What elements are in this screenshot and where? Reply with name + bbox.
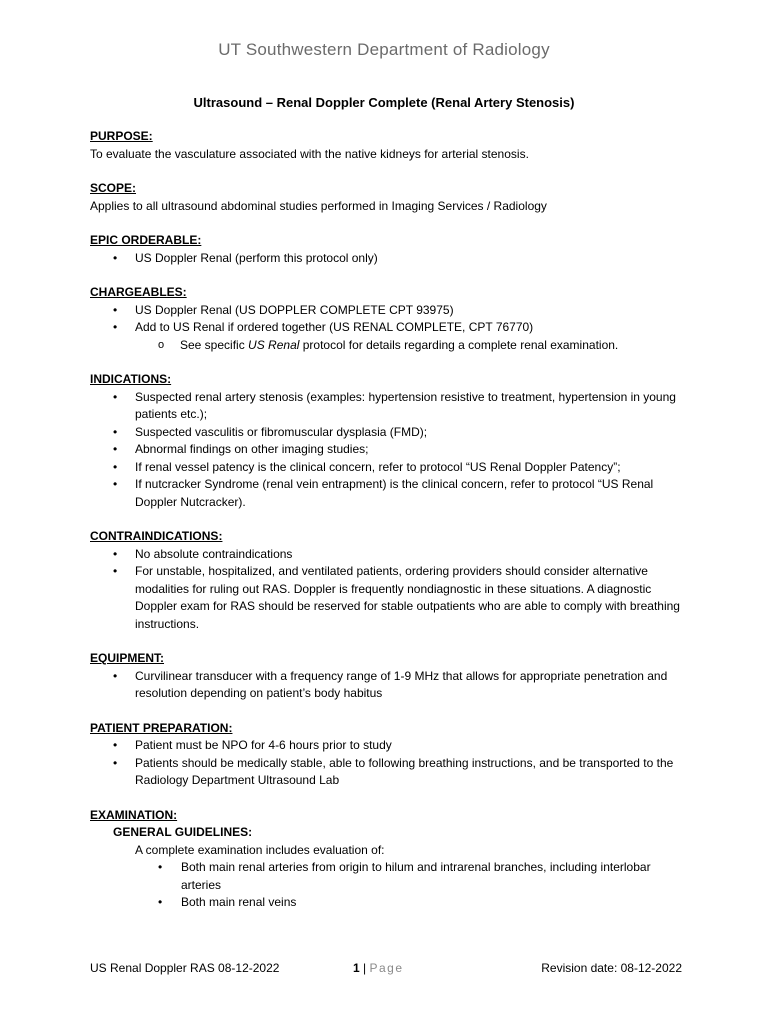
equipment-heading: EQUIPMENT: xyxy=(90,651,165,665)
examination-intro: A complete examination includes evaluation of: xyxy=(135,842,385,857)
list-item: • US Doppler Renal (perform this protocol only) xyxy=(90,250,680,268)
chargeables-list xyxy=(90,302,680,337)
purpose-heading: PURPOSE: xyxy=(90,129,153,143)
document-body xyxy=(90,128,680,929)
epic-orderable-section xyxy=(90,232,680,267)
chargeables-heading: CHARGEABLES: xyxy=(90,285,187,299)
footer-page-number: 1 | Page xyxy=(353,961,404,975)
purpose-text: To evaluate the vasculature associated with the native kidneys for arterial stenosis. xyxy=(90,146,529,161)
chargeables-sublist xyxy=(90,337,680,355)
list-item: • US Doppler Renal (US DOPPLER COMPLETE CPT 93975) xyxy=(90,302,680,320)
list-item: • Patients should be medically stable, able to following breathing instructions, and be transported to the Radiology Department Ultrasound Lab xyxy=(113,755,674,787)
epic-orderable-list xyxy=(90,250,680,268)
list-item: • Abnormal findings on other imaging studies; xyxy=(90,441,680,459)
bullet-icon: • xyxy=(113,389,118,404)
contraindications-list xyxy=(90,546,680,634)
document-title: Ultrasound – Renal Doppler Complete (Renal Artery Stenosis) xyxy=(193,95,575,110)
examination-heading: EXAMINATION: xyxy=(90,807,178,822)
patient-preparation-heading: PATIENT PREPARATION: xyxy=(90,720,233,735)
page-footer xyxy=(90,961,682,979)
bullet-icon: • xyxy=(113,320,118,334)
sub-list-item: o See specific US Renal protocol for details regarding a complete renal examination. xyxy=(90,337,680,355)
contraindications-heading: CONTRAINDICATIONS: xyxy=(90,529,223,543)
list-item: • Patient must be NPO for 4-6 hours prior to study xyxy=(90,737,680,755)
examination-section xyxy=(90,807,680,912)
bullet-icon: • xyxy=(113,564,118,578)
footer-revision-date: Revision date: 08-12-2022 xyxy=(541,961,682,975)
footer-document-id: US Renal Doppler RAS 08-12-2022 xyxy=(90,961,280,975)
bullet-icon: • xyxy=(113,250,118,265)
bullet-icon: • xyxy=(113,738,118,752)
bullet-icon: • xyxy=(113,477,118,491)
list-item: • If renal vessel patency is the clinical concern, refer to protocol “US Renal Doppler Patency”; xyxy=(90,459,680,477)
list-item: • Suspected vasculitis or fibromuscular dysplasia (FMD); xyxy=(90,424,680,442)
bullet-icon: • xyxy=(158,895,163,909)
epic-orderable-heading: EPIC ORDERABLE: xyxy=(90,233,202,247)
bullet-icon: • xyxy=(113,459,118,474)
scope-section xyxy=(90,180,680,215)
page-header: UT Southwestern Department of Radiology xyxy=(218,40,550,59)
contraindications-section xyxy=(90,528,680,633)
indications-section xyxy=(90,371,680,511)
list-item: • Both main renal veins xyxy=(90,894,680,912)
equipment-section xyxy=(90,650,680,703)
bullet-icon: • xyxy=(113,442,118,456)
equipment-list xyxy=(90,668,680,703)
scope-text: Applies to all ultrasound abdominal studies performed in Imaging Services / Radiology xyxy=(90,198,547,213)
bullet-icon: • xyxy=(113,546,118,561)
list-item: • Both main renal arteries from origin to hilum and intrarenal branches, including interlobar arteries xyxy=(158,860,651,892)
indications-list xyxy=(90,389,680,512)
chargeables-section xyxy=(90,284,680,354)
bullet-icon: • xyxy=(113,755,118,770)
hollow-bullet-icon: o xyxy=(158,338,165,351)
list-item: • No absolute contraindications xyxy=(90,546,680,564)
list-item: • Curvilinear transducer with a frequency range of 1-9 MHz that allows for appropriate penetration and resolution depending on patient’s body habitus xyxy=(113,668,668,700)
list-item: • Suspected renal artery stenosis (examples: hypertension resistive to treatment, hypertension in young patients etc.); xyxy=(113,389,676,421)
indications-heading: INDICATIONS: xyxy=(90,372,172,386)
bullet-icon: • xyxy=(158,860,163,874)
examination-list xyxy=(90,859,680,912)
patient-preparation-list xyxy=(90,737,680,790)
bullet-icon: • xyxy=(113,424,118,439)
patient-preparation-section xyxy=(90,720,680,790)
bullet-icon: • xyxy=(113,668,118,683)
list-item: • For unstable, hospitalized, and ventilated patients, ordering providers should consider alternative modalities for ruling out RAS. Doppler is frequently nondiagnostic in these situations. A diagnostic Doppler exam for RAS should be reserved for stable outpatients who are able to comply with breathing instructions. xyxy=(113,564,680,631)
list-item: • Add to US Renal if ordered together (US RENAL COMPLETE, CPT 76770) xyxy=(90,319,680,337)
general-guidelines-heading: GENERAL GUIDELINES: xyxy=(113,825,253,839)
bullet-icon: • xyxy=(113,302,118,317)
scope-heading: SCOPE: xyxy=(90,181,137,195)
list-item: • If nutcracker Syndrome (renal vein entrapment) is the clinical concern, refer to protocol “US Renal Doppler Nutcracker). xyxy=(113,477,654,509)
purpose-section xyxy=(90,128,680,163)
